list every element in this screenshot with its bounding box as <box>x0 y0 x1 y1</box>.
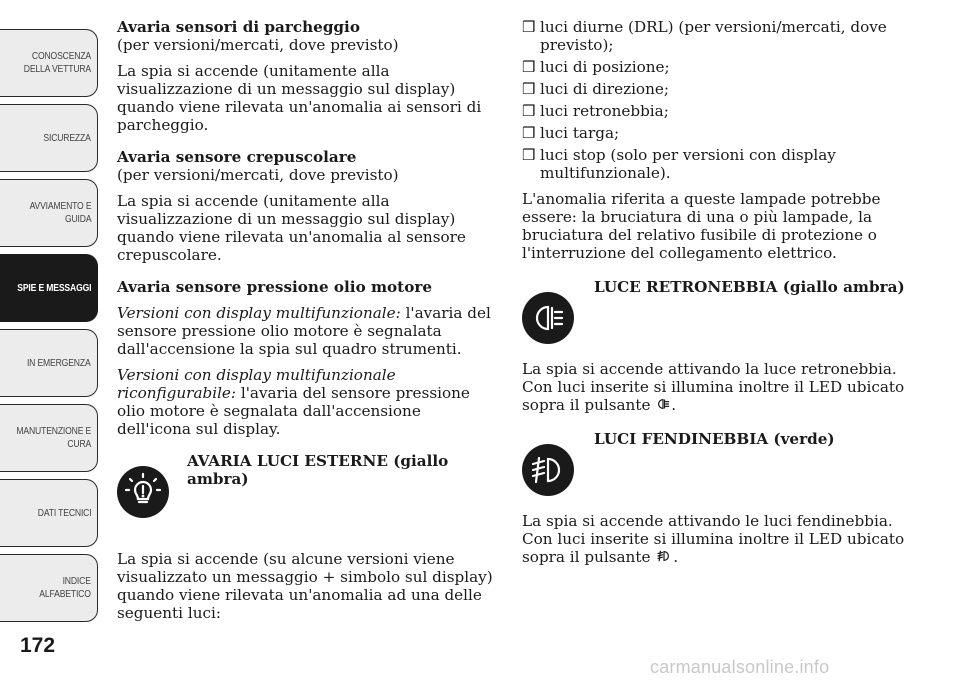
section-title: LUCE RETRONEBBIA (giallo ambra) <box>594 278 905 296</box>
light-list <box>522 18 912 182</box>
tab-label: INDICE ALFABETICO <box>39 575 91 600</box>
rear-fog-button-icon <box>655 396 671 412</box>
checkbox-bullet-icon: ❒ <box>522 80 536 98</box>
exterior-lights-fault-icon <box>117 466 169 518</box>
tab-conoscenza-della-vettura[interactable] <box>0 29 98 97</box>
front-fog-block <box>522 430 912 510</box>
checkbox-bullet-icon: ❒ <box>522 124 536 142</box>
section-title: Avaria sensore crepuscolare <box>117 148 357 166</box>
paragraph <box>522 512 912 566</box>
tab-manutenzione-e-cura[interactable] <box>0 404 98 472</box>
tab-avviamento-e-guida[interactable] <box>0 179 98 247</box>
paragraph-text: l'avaria del sensore pressione olio motore è segnalata dall'accensione la spia sul quadro strumenti. <box>117 304 491 358</box>
paragraph-text: La spia si accende attivando la luce retronebbia. Con luci inserite si illumina inoltre il LED ubicato sopra il pulsante <box>522 360 905 414</box>
exterior-lights-block <box>117 452 495 542</box>
list-item <box>522 18 912 54</box>
paragraph <box>117 366 495 438</box>
tab-dati-tecnici[interactable] <box>0 479 98 547</box>
list-item <box>522 146 912 182</box>
section-subtitle: (per versioni/mercati, dove previsto) <box>117 166 399 184</box>
watermark: carmanualsonline.info <box>650 657 830 677</box>
tab-label: IN EMERGENZA <box>27 356 91 369</box>
checkbox-bullet-icon: ❒ <box>522 58 536 76</box>
checkbox-bullet-icon: ❒ <box>522 102 536 120</box>
paragraph: La spia si accende (unitamente alla visualizzazione di un messaggio sul display) quando viene rilevata un'anomalia ai sensori di parcheggio. <box>117 62 482 134</box>
tab-label: CONOSCENZA DELLA VETTURA <box>23 50 91 75</box>
paragraph <box>522 360 912 414</box>
list-item <box>522 124 912 142</box>
paragraph: L'anomalia riferita a queste lampade potrebbe essere: la bruciatura di una o più lampade, la bruciatura del relativo fusibile di protezione o l'interruzione del collegamento elettrico. <box>522 190 881 262</box>
paragraph: La spia si accende (unitamente alla visualizzazione di un messaggio sul display) quando viene rilevata un'anomalia al sensore crepuscolare. <box>117 192 466 264</box>
list-item-text: luci di posizione; <box>540 58 670 76</box>
tab-label: SPIE E MESSAGGI <box>16 281 91 294</box>
paragraph: La spia si accende (su alcune versioni viene visualizzato un messaggio + simbolo sul display) quando viene rilevata un'anomalia ad una delle seguenti luci: <box>117 550 493 622</box>
list-item-text: luci di direzione; <box>540 80 669 98</box>
section-title: AVARIA LUCI ESTERNE (giallo ambra) <box>187 452 449 488</box>
paragraph-text: l'avaria del sensore pressione olio motore è segnalata dall'accensione dell'icona sul display. <box>117 384 470 438</box>
list-item <box>522 102 912 120</box>
front-fog-light-icon <box>522 444 574 496</box>
front-fog-button-icon <box>655 548 673 564</box>
tab-sicurezza[interactable] <box>0 104 98 172</box>
left-column <box>117 18 495 622</box>
list-item-text: luci targa; <box>540 124 620 142</box>
end-punctuation: . <box>671 396 677 414</box>
rear-fog-light-icon <box>522 292 574 344</box>
end-punctuation: . <box>673 548 679 566</box>
tab-label: MANUTENZIONE E CURA <box>16 425 91 450</box>
tab-in-emergenza[interactable] <box>0 329 98 397</box>
list-item-text: luci stop (solo per versioni con display multifunzionale). <box>540 146 836 182</box>
tab-indice-alfabetico[interactable] <box>0 554 98 622</box>
paragraph-text: La spia si accende attivando le luci fendinebbia. Con luci inserite si illumina inoltre il LED ubicato sopra il pulsante <box>522 512 905 566</box>
list-item-text: luci diurne (DRL) (per versioni/mercati, dove previsto); <box>540 18 887 54</box>
paragraph <box>117 304 495 358</box>
tab-label: SICUREZZA <box>43 131 91 144</box>
section-title: Avaria sensori di parcheggio <box>117 18 360 36</box>
tab-spie-e-messaggi[interactable] <box>0 254 98 322</box>
section-subtitle: (per versioni/mercati, dove previsto) <box>117 36 399 54</box>
list-item-text: luci retronebbia; <box>540 102 669 120</box>
checkbox-bullet-icon: ❒ <box>522 18 536 36</box>
right-column <box>522 18 912 566</box>
italic-lead: Versioni con display multifunzionale riconfigurabile: <box>117 366 396 402</box>
tab-label: AVVIAMENTO E GUIDA <box>29 200 91 225</box>
list-item <box>522 80 912 98</box>
list-item <box>522 58 912 76</box>
tab-label: DATI TECNICI <box>37 506 91 519</box>
italic-lead: Versioni con display multifunzionale: <box>117 304 401 322</box>
rear-fog-block <box>522 278 912 358</box>
section-title: Avaria sensore pressione olio motore <box>117 278 432 296</box>
page-number: 172 <box>20 634 56 657</box>
section-title: LUCI FENDINEBBIA (verde) <box>594 430 835 448</box>
checkbox-bullet-icon: ❒ <box>522 146 536 164</box>
